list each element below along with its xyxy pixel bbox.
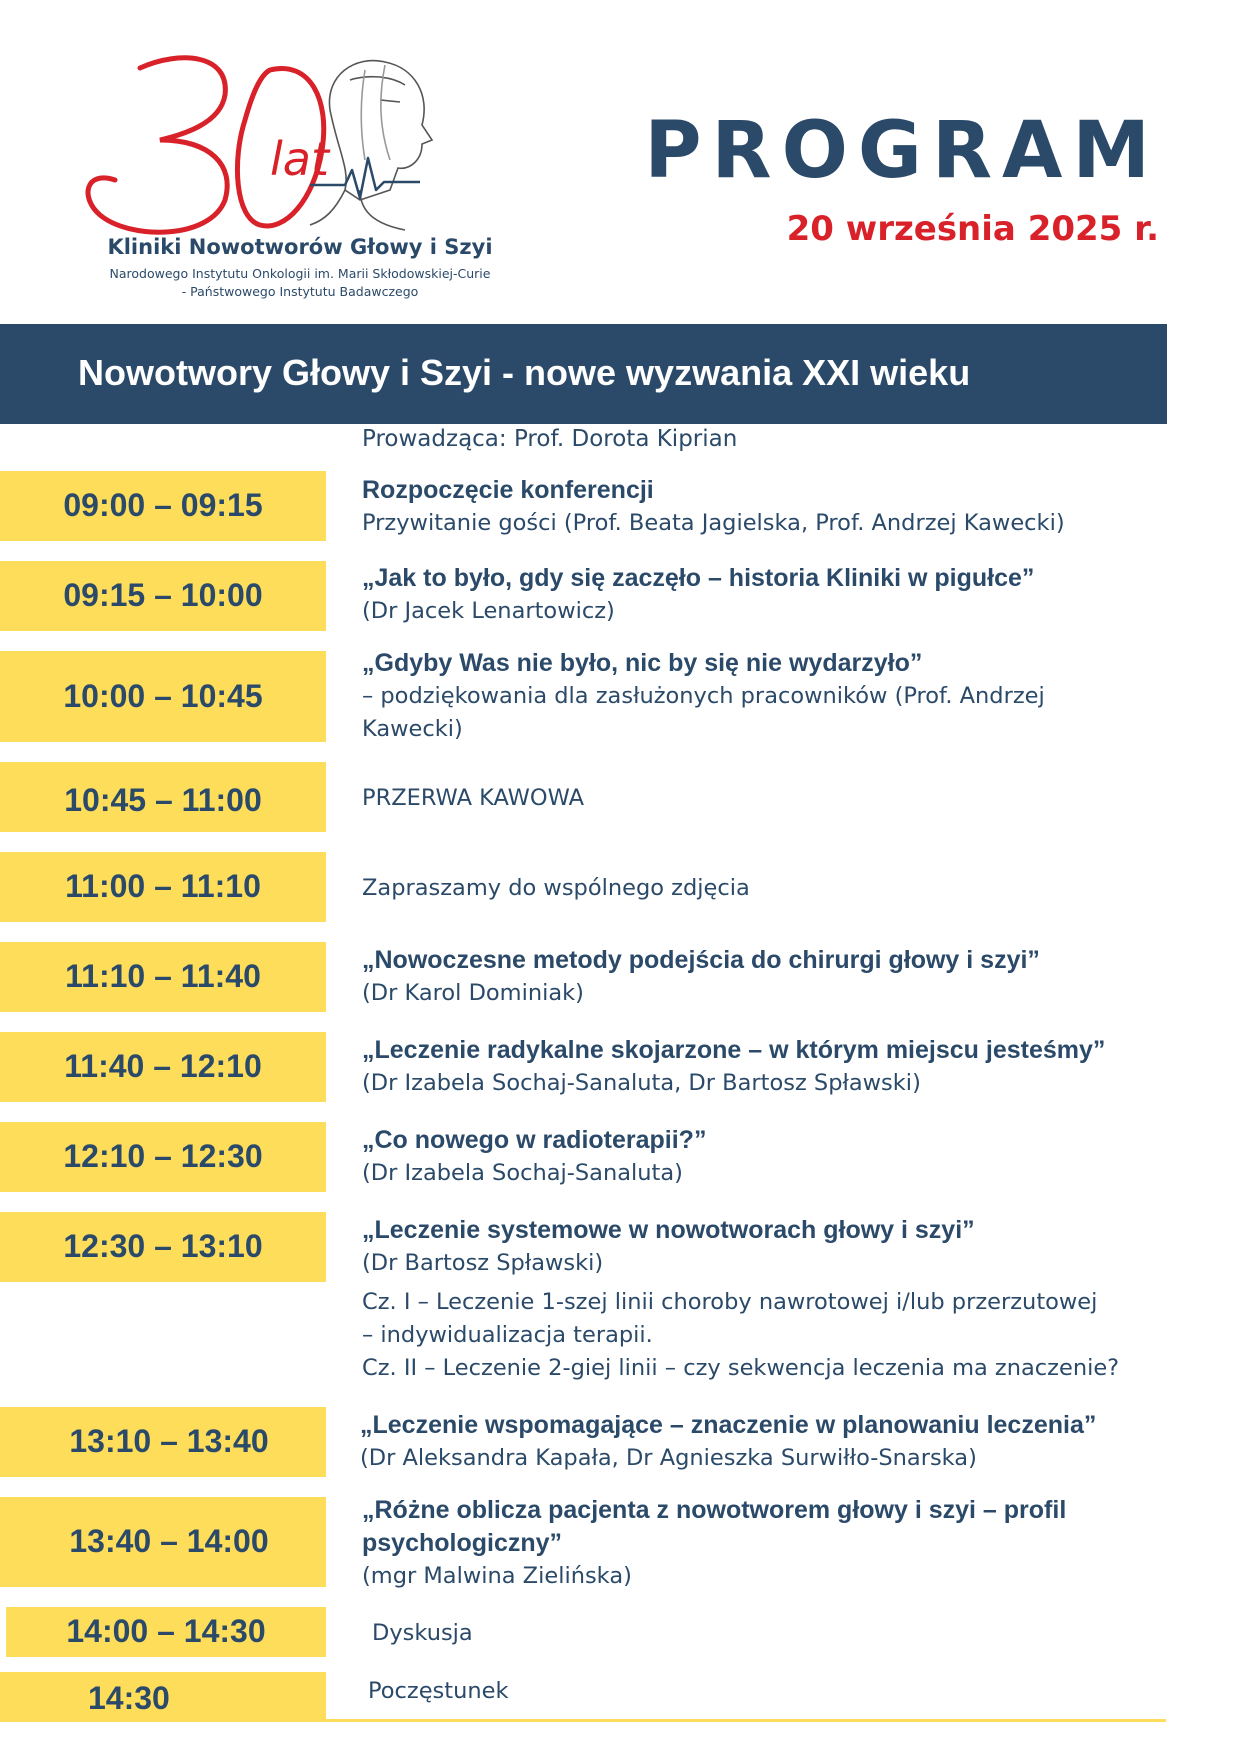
time-slot: 12:30 – 13:10 <box>0 1212 326 1282</box>
logo-clinic-name: Kliniki Nowotworów Głowy i Szyi <box>107 235 493 259</box>
conference-banner <box>0 324 1167 424</box>
time-slot: 09:00 – 09:15 <box>0 471 326 541</box>
schedule-entry <box>362 474 1212 540</box>
entry-title: „Różne oblicza pacjenta z nowotworem głowy i szyi – profil <box>362 1496 1067 1524</box>
logo-institute-name: Narodowego Instytutu Onkologii im. Marii Skłodowskiej-Curie <box>109 266 491 281</box>
conference-title: Nowotwory Głowy i Szyi - nowe wyzwania XXI wieku <box>78 352 971 393</box>
time-slot: 11:40 – 12:10 <box>0 1032 326 1102</box>
schedule-entry <box>360 1409 1210 1475</box>
entry-title: „Jak to było, gdy się zaczęło – historia Kliniki w pigułce” <box>362 564 1035 592</box>
entry-details: PRZERWA KAWOWA <box>362 785 585 811</box>
schedule-entry <box>362 1034 1212 1100</box>
schedule-entry <box>362 1124 1212 1190</box>
time-slot: 09:15 – 10:00 <box>0 561 326 631</box>
time-slot: 13:40 – 14:00 <box>0 1497 326 1587</box>
entry-title: „Nowoczesne metody podejścia do chirurgi głowy i szyi” <box>362 946 1040 974</box>
schedule-entry <box>362 562 1212 628</box>
entry-details: (Dr Aleksandra Kapała, Dr Agnieszka Surwiłło-Snarska) <box>360 1445 977 1471</box>
time-slot: 13:10 – 13:40 <box>0 1407 326 1477</box>
entry-details: Poczęstunek <box>368 1678 509 1704</box>
time-slot: 14:30 <box>0 1672 326 1722</box>
entry-title: „Leczenie wspomagające – znaczenie w planowaniu leczenia” <box>360 1411 1097 1439</box>
schedule-entry <box>362 872 1212 905</box>
host-line: Prowadząca: Prof. Dorota Kiprian <box>362 426 738 452</box>
entry-details: (Dr Bartosz Spławski) <box>362 1250 604 1276</box>
logo-institute-subtitle: - Państwowego Instytutu Badawczego <box>181 284 419 299</box>
entry-title: „Co nowego w radioterapii?” <box>362 1126 707 1154</box>
entry-details: Kawecki) <box>362 716 463 742</box>
schedule-entry <box>372 1617 1222 1650</box>
time-slot: 11:10 – 11:40 <box>0 942 326 1012</box>
entry-details: (Dr Karol Dominiak) <box>362 980 584 1006</box>
systemic-part-2: Cz. II – Leczenie 2-giej linii – czy sekwencja leczenia ma znaczenie? <box>362 1355 1120 1381</box>
program-date: 20 września 2025 r. <box>786 209 1159 249</box>
program-title: PROGRAM <box>644 106 1160 196</box>
time-slot: 11:00 – 11:10 <box>0 852 326 922</box>
entry-details: (Dr Izabela Sochaj-Sanaluta, Dr Bartosz Spławski) <box>362 1070 921 1096</box>
entry-details: (mgr Malwina Zielińska) <box>362 1563 632 1589</box>
bottom-divider <box>326 1719 1166 1722</box>
entry-title: Rozpoczęcie konferencji <box>362 476 654 504</box>
schedule-entry <box>362 782 1212 815</box>
entry-title: „Leczenie systemowe w nowotworach głowy i szyi” <box>362 1216 975 1244</box>
systemic-part-1: Cz. I – Leczenie 1-szej linii choroby nawrotowej i/lub przerzutowej <box>362 1289 1098 1315</box>
entry-details: (Dr Izabela Sochaj-Sanaluta) <box>362 1160 683 1186</box>
entry-details: Przywitanie gości (Prof. Beata Jagielska, Prof. Andrzej Kawecki) <box>362 510 1065 536</box>
entry-title-cont: psychologiczny” <box>362 1529 563 1557</box>
logo-word: lat <box>270 132 330 186</box>
time-slot: 10:00 – 10:45 <box>0 651 326 742</box>
time-slot: 12:10 – 12:30 <box>0 1122 326 1192</box>
schedule-entry <box>362 1214 1212 1385</box>
time-slot: 10:45 – 11:00 <box>0 762 326 832</box>
entry-title: „Gdyby Was nie było, nic by się nie wydarzyło” <box>362 649 923 677</box>
entry-details: – podziękowania dla zasłużonych pracowników (Prof. Andrzej <box>362 683 1045 709</box>
schedule-entry <box>362 1494 1212 1593</box>
entry-title: „Leczenie radykalne skojarzone – w którym miejscu jesteśmy” <box>362 1036 1106 1064</box>
schedule-entry <box>362 944 1212 1010</box>
entry-details: Zapraszamy do wspólnego zdjęcia <box>362 875 750 901</box>
schedule-entry <box>362 647 1212 746</box>
schedule-entry <box>368 1675 1218 1708</box>
anniversary-logo <box>60 40 520 310</box>
systemic-part-1-cont: – indywidualizacja terapii. <box>362 1322 653 1348</box>
time-slot: 14:00 – 14:30 <box>6 1607 326 1657</box>
entry-details: Dyskusja <box>372 1620 473 1646</box>
entry-details: (Dr Jacek Lenartowicz) <box>362 598 615 624</box>
